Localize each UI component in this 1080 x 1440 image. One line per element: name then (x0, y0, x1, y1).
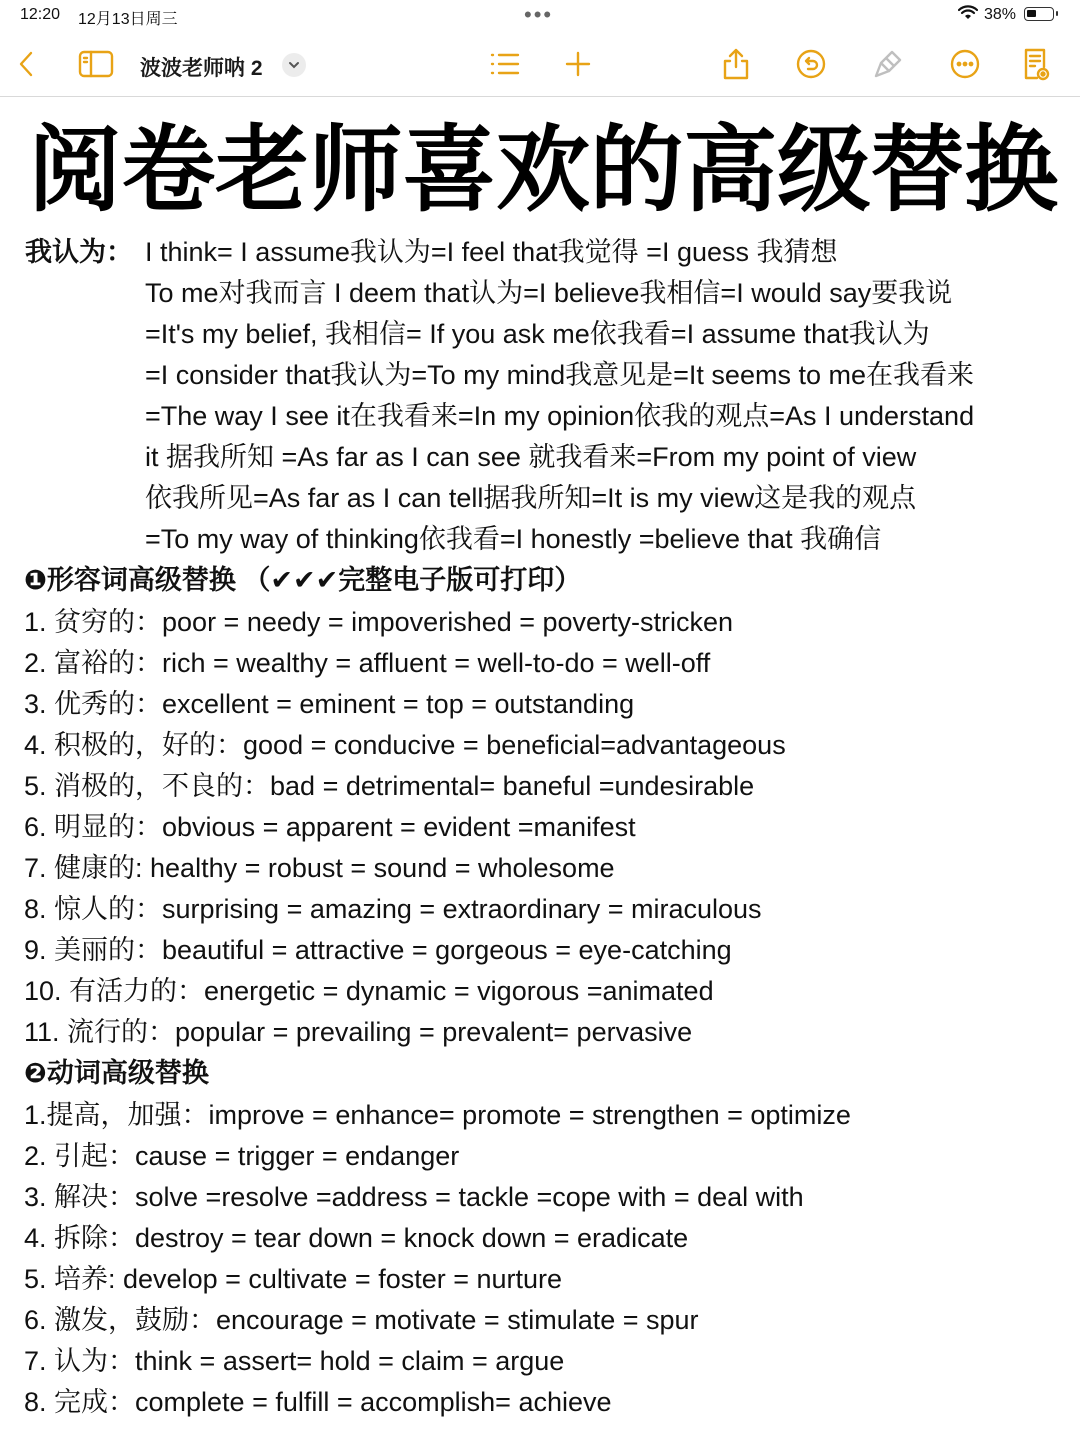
toolbar-divider (0, 96, 1080, 97)
list-item: 2. 富裕的：rich = wealthy = affluent = well-to-do = well-off (24, 648, 711, 678)
think-line: 依我所见=As far as I can tell据我所知=It is my view这是我的观点 (145, 483, 917, 513)
list-item: 8. 完成：complete = fulfill = accomplish= achieve (24, 1387, 612, 1417)
sidebar-icon[interactable] (76, 44, 116, 84)
list-item: 7. 认为：think = assert= hold = claim = argue (24, 1346, 565, 1376)
list-icon[interactable] (485, 44, 525, 84)
think-line: =The way I see it在我看来=In my opinion依我的观点=As I understand (145, 401, 975, 431)
think-line: it 据我所知 =As far as I can see 就我看来=From my point of view (145, 442, 917, 472)
section-heading-adjectives: ❶形容词高级替换 （✔✔✔完整电子版可打印） (24, 565, 582, 595)
think-line: I think= I assume我认为=I feel that我觉得 =I guess 我猜想 (145, 237, 838, 267)
page-title: 阅卷老师喜欢的高级替换 (28, 116, 1059, 225)
think-line: =To my way of thinking依我看=I honestly =believe that 我确信 (145, 524, 882, 554)
list-item: 2. 引起：cause = trigger = endanger (24, 1141, 460, 1171)
section-heading-verbs: ❷动词高级替换 (24, 1058, 209, 1088)
list-item: 3. 优秀的：excellent = eminent = top = outstanding (24, 689, 635, 719)
battery-icon (1024, 7, 1054, 21)
list-item: 6. 激发，鼓励：encourage = motivate = stimulate = spur (24, 1305, 699, 1335)
list-item: 10. 有活力的：energetic = dynamic = vigorous =animated (24, 976, 714, 1006)
app-toolbar (0, 34, 1080, 96)
list-item: 9. 美丽的：beautiful = attractive = gorgeous = eye-catching (24, 935, 732, 965)
think-line: =I consider that我认为=To my mind我意见是=It seems to me在我看来 (145, 360, 974, 390)
document-view-icon[interactable] (1016, 44, 1056, 84)
list-item: 4. 拆除：destroy = tear down = knock down = eradicate (24, 1223, 689, 1253)
status-bar (0, 0, 1080, 32)
think-label: 我认为： (25, 237, 133, 267)
list-item: 3. 解决：solve =resolve =address = tackle =cope with = deal with (24, 1182, 804, 1212)
list-item: 1. 贫穷的：poor = needy = impoverished = poverty-stricken (24, 607, 734, 637)
more-icon[interactable] (945, 44, 985, 84)
chevron-down-icon[interactable] (282, 53, 306, 77)
list-item: 1.提高，加强：improve = enhance= promote = strengthen = optimize (24, 1100, 851, 1130)
multitasking-dots-icon[interactable]: ••• (524, 2, 554, 27)
list-item: 4. 积极的，好的：good = conducive = beneficial=advantageous (24, 730, 786, 760)
plus-icon[interactable] (558, 44, 598, 84)
battery-fill (1027, 10, 1036, 17)
back-chevron-icon[interactable] (6, 44, 46, 84)
list-item: 5. 消极的，不良的：bad = detrimental= baneful =undesirable (24, 771, 755, 801)
status-date: 12月13日周三 (78, 11, 178, 28)
wifi-icon (958, 5, 978, 26)
think-line: To me对我而言 I deem that认为=I believe我相信=I would say要我说 (145, 278, 953, 308)
list-item: 8. 惊人的：surprising = amazing = extraordinary = miraculous (24, 894, 762, 924)
status-time: 12:20 (20, 6, 61, 23)
list-item: 7. 健康的: healthy = robust = sound = wholesome (24, 853, 615, 883)
share-icon[interactable] (716, 44, 756, 84)
markup-pen-icon[interactable] (868, 44, 908, 84)
document-title[interactable]: 波波老师呐 2 (140, 57, 263, 80)
list-item: 5. 培养: develop = cultivate = foster = nurture (24, 1264, 563, 1294)
think-line: =It's my belief, 我相信= If you ask me依我看=I assume that我认为 (145, 319, 930, 349)
undo-icon[interactable] (791, 44, 831, 84)
list-item: 11. 流行的：popular = prevailing = prevalent= pervasive (24, 1017, 693, 1047)
battery-percent: 38% (984, 6, 1017, 23)
list-item: 6. 明显的：obvious = apparent = evident =manifest (24, 812, 636, 842)
